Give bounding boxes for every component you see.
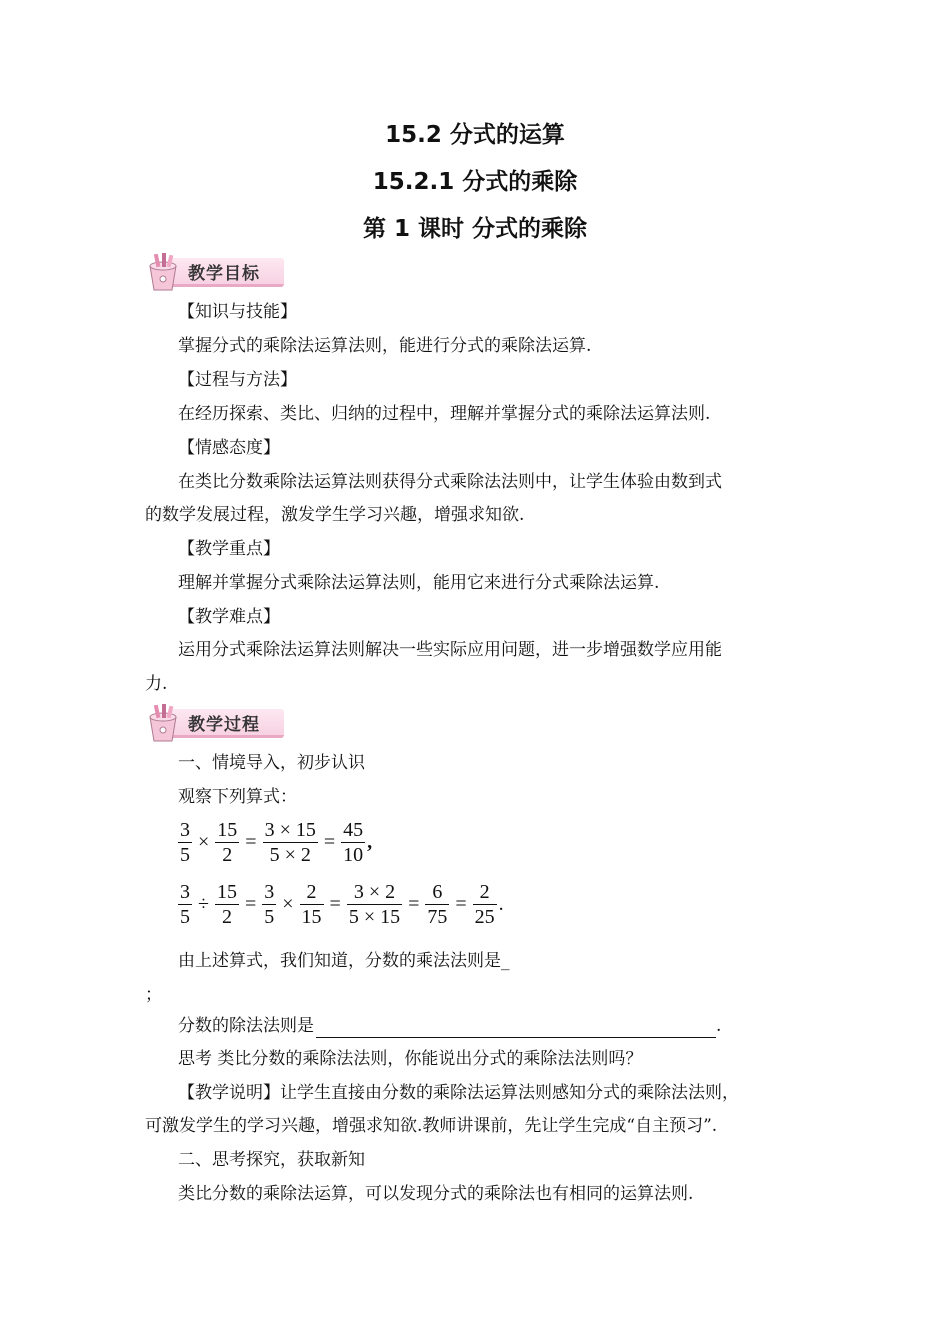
emotion-heading: 【情感态度】 xyxy=(178,438,280,458)
knowledge-text: 掌握分式的乘除法运算法则，能进行分式的乘除法运算. xyxy=(178,336,592,356)
difficult-point-text-line2: 力. xyxy=(145,674,168,694)
equation-divide: $\frac{3}{5}$ ÷ $\frac{15}{2}$ = $\frac{3}{5}$ × $\frac{2}{15}$ = $\frac{3 \times 2}{5 \times 15}$ = $\frac{6}{75}$ = $\frac{2}{25}$ . xyxy=(180,881,504,928)
badge-label: 教学目标 xyxy=(188,264,260,284)
process-badge xyxy=(140,703,290,743)
fraction: $\frac{3}{5}$ xyxy=(264,881,275,928)
key-point-text: 理解并掌握分式乘除法运算法则，能用它来进行分式乘除法运算. xyxy=(178,573,660,593)
semicolon: ； xyxy=(145,985,162,1005)
fraction: $\frac{3 \times 2}{5 \times 15}$ xyxy=(348,881,401,928)
multiplication-rule-prompt: 由上述算式，我们知道，分数的乘法法则是_ xyxy=(178,951,510,971)
teaching-note-line2: 可激发学生的学习兴趣，增强求知欲.教师讲课前，先让学生完成“自主预习”. xyxy=(145,1116,718,1136)
fraction: $\frac{15}{2}$ xyxy=(217,819,238,866)
process-heading: 【过程与方法】 xyxy=(178,370,297,390)
badge-label: 教学过程 xyxy=(188,715,260,735)
fraction: $\frac{3}{5}$ xyxy=(180,881,190,928)
emotion-text-line2: 的数学发展过程，激发学生学习兴趣，增强求知欲. xyxy=(145,505,525,525)
equation-multiply: $\frac{3}{5}$ × $\frac{15}{2}$ = $\frac{3 \times 15}{5 \times 2}$ = $\frac{45}{10}$ , xyxy=(180,819,373,866)
fraction: $\frac{45}{10}$ xyxy=(343,819,364,866)
think-question: 思考 类比分数的乘除法法则，你能说出分式的乘除法法则吗？ xyxy=(178,1049,643,1069)
process-text: 在经历探索、类比、归纳的过程中，理解并掌握分式的乘除法运算法则. xyxy=(178,404,711,424)
subsection-title: 15.2.1 分式的乘除 xyxy=(372,169,578,195)
fraction: $\frac{2}{15}$ xyxy=(301,881,322,928)
section-title: 15.2 分式的运算 xyxy=(385,122,565,148)
goals-badge xyxy=(140,252,290,292)
fraction: $\frac{3}{5}$ xyxy=(180,819,190,866)
fill-in-blank[interactable] xyxy=(316,1019,716,1038)
emotion-text-line1: 在类比分数乘除法运算法则获得分式乘除法法则中，让学生体验由数到式 xyxy=(178,472,722,492)
lesson-title: 第 1 课时 分式的乘除 xyxy=(362,216,588,242)
fraction: $\frac{6}{75}$ xyxy=(427,881,448,928)
fraction: $\frac{15}{2}$ xyxy=(216,881,237,928)
observe-text: 观察下列算式： xyxy=(178,787,297,807)
key-point-heading: 【教学重点】 xyxy=(178,539,280,559)
difficult-point-heading: 【教学难点】 xyxy=(178,607,280,627)
pencil-cup-icon xyxy=(142,703,182,743)
fraction: $\frac{3 \times 15}{5 \times 2}$ xyxy=(264,819,316,866)
step2-heading: 二、思考探究，获取新知 xyxy=(178,1150,365,1170)
teaching-note-line1: 【教学说明】让学生直接由分数的乘除法运算法则感知分式的乘除法法则， xyxy=(178,1083,739,1103)
division-rule-prompt: 分数的除法法则是 xyxy=(178,1016,314,1036)
pencil-cup-icon xyxy=(142,252,182,292)
fraction: $\frac{2}{25}$ xyxy=(474,881,495,928)
step2-text: 类比分数的乘除法运算，可以发现分式的乘除法也有相同的运算法则. xyxy=(178,1184,694,1204)
step1-heading: 一、情境导入，初步认识 xyxy=(178,753,365,773)
division-rule-line: 分数的除法法则是 . xyxy=(178,1016,722,1036)
knowledge-heading: 【知识与技能】 xyxy=(178,302,297,322)
difficult-point-text-line1: 运用分式乘除法运算法则解决一些实际应用问题，进一步增强数学应用能 xyxy=(178,640,722,660)
